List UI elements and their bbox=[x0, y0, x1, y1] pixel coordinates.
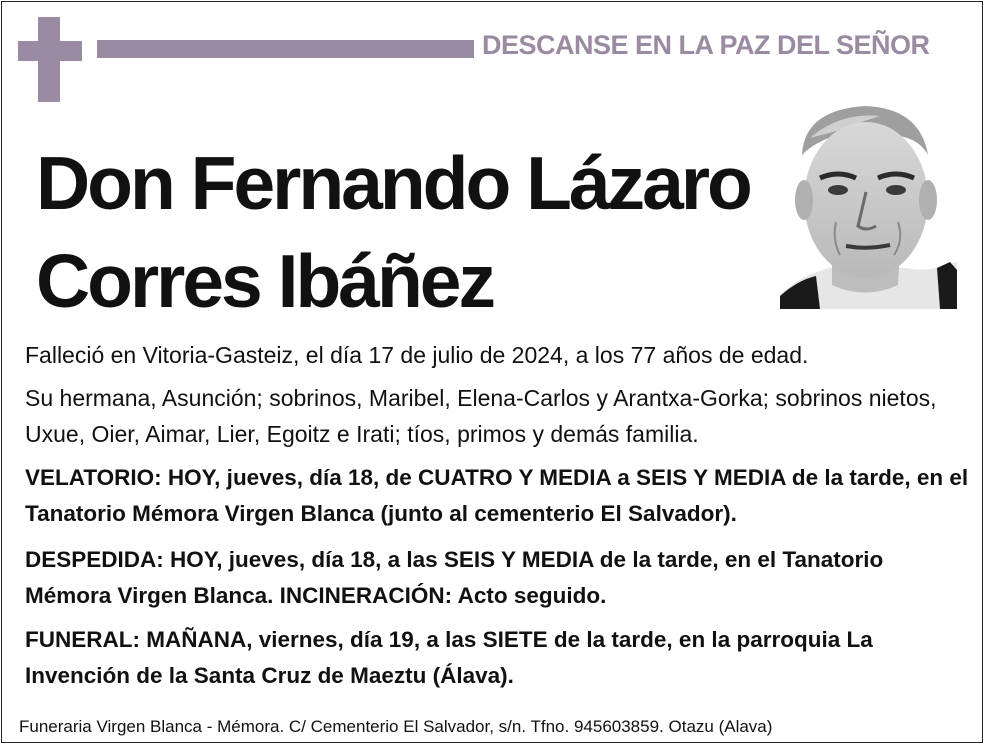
funeral-home-footer: Funeraria Virgen Blanca - Mémora. C/ Cementerio El Salvador, s/n. Tfno. 945603859. Otazu (Alava) bbox=[19, 717, 773, 736]
farewell-text: DESPEDIDA: HOY, jueves, día 18, a las SEIS Y MEDIA de la tarde, en el Tanatorio Mémora Virgen Blanca. INCINERACIÓN: Acto seguido. bbox=[25, 547, 884, 608]
deceased-name bbox=[36, 134, 776, 330]
wake-text: VELATORIO: HOY, jueves, día 18, de CUATRO Y MEDIA a SEIS Y MEDIA de la tarde, en el Tanatorio Mémora Virgen Blanca (junto al cementerio El Salvador). bbox=[25, 465, 969, 526]
funeral-text: FUNERAL: MAÑANA, viernes, día 19, a las SIETE de la tarde, en la parroquia La Invención de la Santa Cruz de Maeztu (Álava). bbox=[25, 627, 873, 688]
name-line-1: Don Fernando Lázaro bbox=[36, 141, 750, 225]
cross-icon bbox=[18, 17, 82, 102]
portrait-photo bbox=[780, 100, 957, 309]
header-divider-bar bbox=[97, 40, 474, 58]
name-line-2: Corres Ibáñez bbox=[36, 239, 493, 323]
death-notice-text: Falleció en Vitoria-Gasteiz, el día 17 de julio de 2024, a los 77 años de edad. bbox=[25, 342, 809, 368]
family-text: Su hermana, Asunción; sobrinos, Maribel, Elena-Carlos y Arantxa-Gorka; sobrinos nietos, Uxue, Oier, Aimar, Lier, Egoitz e Irati; tíos, primos y demás familia. bbox=[25, 385, 937, 447]
header-tagline: DESCANSE EN LA PAZ DEL SEÑOR bbox=[482, 30, 930, 60]
